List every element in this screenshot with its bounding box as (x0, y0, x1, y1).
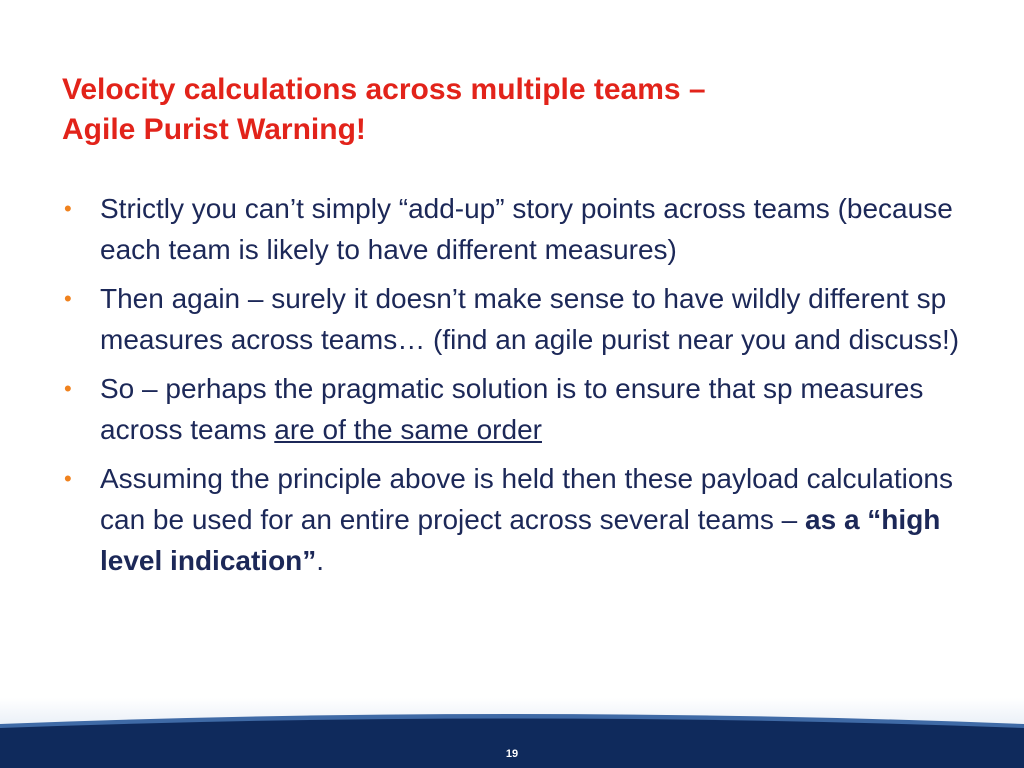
slide-title-line-2: Agile Purist Warning! (62, 113, 366, 146)
bullet-bold-text: as a “high level indication” (100, 504, 941, 576)
bullet-item (62, 368, 962, 450)
bullet-marker-icon: • (64, 376, 72, 401)
bullet-marker-icon: • (64, 196, 72, 221)
footer-band (0, 698, 1024, 768)
bullet-item (62, 278, 962, 360)
bullet-item (62, 188, 962, 270)
bullet-text: Then again – surely it doesn’t make sense to have wildly different sp measures across teams… (find an agile purist near you and discuss!) (100, 283, 960, 355)
bullet-text: So – perhaps the pragmatic solution is to ensure that sp measures across teams (100, 373, 924, 445)
bullet-text: Assuming the principle above is held then these payload calculations can be used for an entire project across several teams – (100, 463, 953, 535)
bullet-text: Strictly you can’t simply “add-up” story points across teams (because each team is likely to have different measures) (100, 193, 953, 265)
bullet-marker-icon: • (64, 466, 72, 491)
slide-title-line-1: Velocity calculations across multiple teams – (62, 73, 706, 106)
page-number: 19 (505, 748, 519, 760)
bullet-text-end: . (316, 545, 325, 576)
bullet-list (62, 188, 962, 589)
bullet-marker-icon: • (64, 286, 72, 311)
slide-title (62, 70, 706, 150)
bullet-item (62, 458, 962, 581)
bullet-underlined-text: are of the same order (274, 414, 542, 445)
